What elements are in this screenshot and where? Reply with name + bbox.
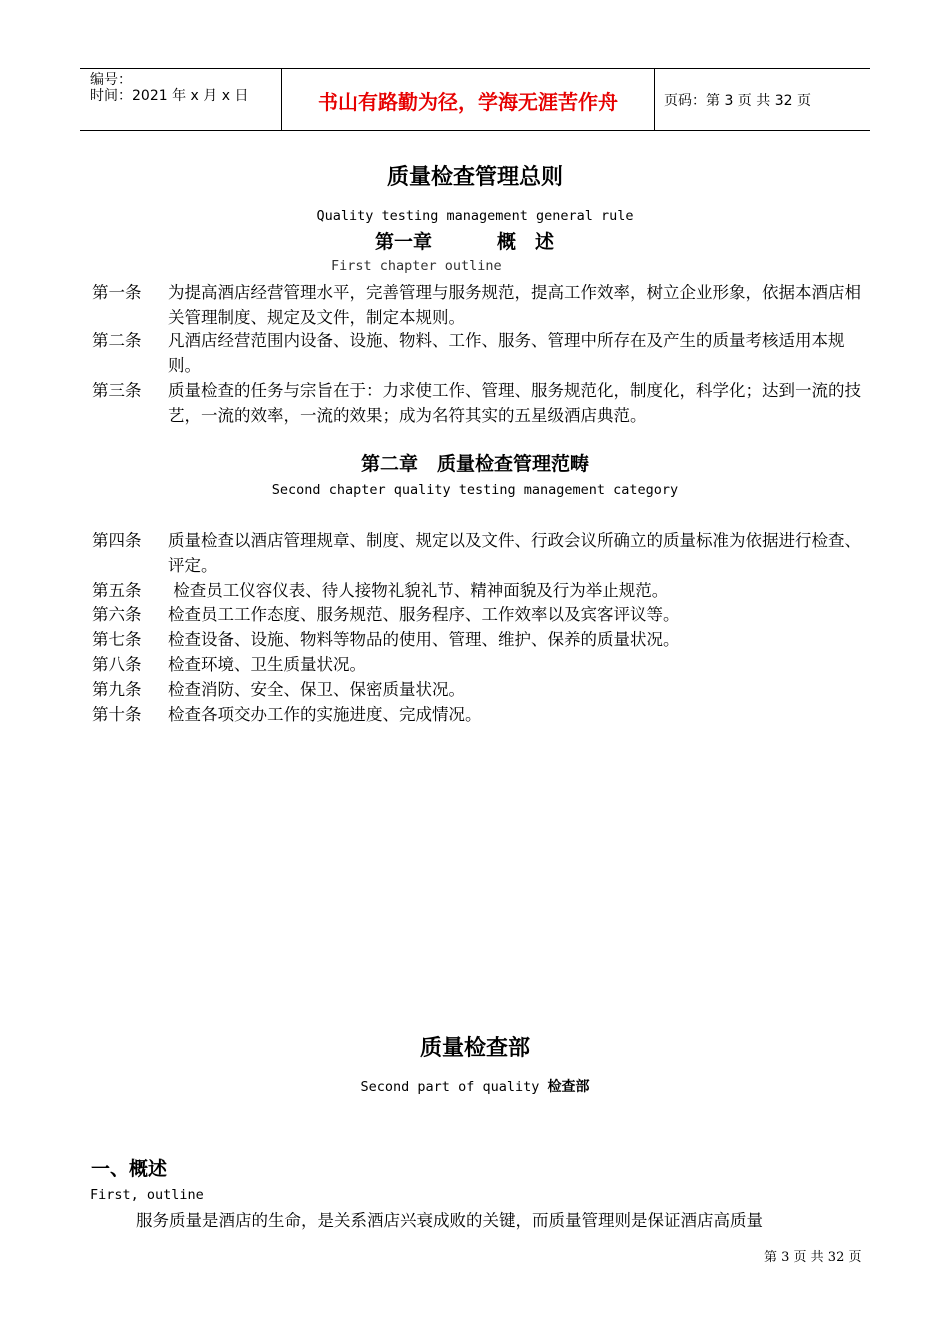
article-text: 检查各项交办工作的实施进度、完成情况。 bbox=[168, 705, 482, 724]
chapter2-title-en: Second chapter quality testing management category bbox=[271, 482, 679, 498]
article-text: 检查消防、安全、保卫、保密质量状况。 bbox=[168, 680, 465, 699]
article-number: 第二条 bbox=[92, 331, 142, 350]
header-divider bbox=[654, 69, 655, 130]
motto: 书山有路勤为径，学海无涯苦作舟 bbox=[318, 90, 618, 114]
document-title-en: Quality testing management general rule bbox=[316, 208, 634, 224]
chapter1-heading: 概 述 bbox=[497, 231, 555, 253]
chapter1-label: 第一章 bbox=[375, 231, 433, 253]
article-text: 为提高酒店经营管理水平，完善管理与服务规范，提高工作效率，树立企业形象，依据本酒店相关管理制度、规定及文件，制定本规则。 bbox=[168, 283, 861, 327]
part2-title-en-text: Second part of quality bbox=[360, 1079, 548, 1095]
article-text: 质量检查以酒店管理规章、制度、规定以及文件、行政会议所确立的质量标准为依据进行检查、评定。 bbox=[168, 531, 861, 575]
section1-title: 一、概述 bbox=[91, 1158, 168, 1180]
article-text: 检查环境、卫生质量状况。 bbox=[168, 655, 366, 674]
part2-title-en bbox=[0, 1078, 950, 1096]
page-header bbox=[80, 68, 870, 131]
serial-label: 编号： bbox=[90, 72, 132, 88]
article-text: 检查员工仪容仪表、待人接物礼貌礼节、精神面貌及行为举止规范。 bbox=[168, 581, 669, 600]
article-number: 第四条 bbox=[92, 531, 142, 550]
article-number: 第一条 bbox=[92, 283, 142, 302]
article-number: 第六条 bbox=[92, 605, 142, 624]
article-text: 检查员工工作态度、服务规范、服务程序、工作效率以及宾客评议等。 bbox=[168, 605, 680, 624]
section1-title-en: First, outline bbox=[90, 1187, 204, 1203]
article-text: 检查设备、设施、物料等物品的使用、管理、维护、保养的质量状况。 bbox=[168, 630, 680, 649]
section1-paragraph: 服务质量是酒店的生命，是关系酒店兴衰成败的关键，而质量管理则是保证酒店高质量 bbox=[136, 1211, 763, 1230]
article-number: 第五条 bbox=[92, 581, 142, 600]
article-number: 第九条 bbox=[92, 680, 142, 699]
page-info: 页码：第 3 页 共 32 页 bbox=[664, 93, 811, 109]
article-number: 第八条 bbox=[92, 655, 142, 674]
article-number: 第十条 bbox=[92, 705, 142, 724]
article-text: 质量检查的任务与宗旨在于：力求使工作、管理、服务规范化，制度化，科学化；达到一流的技艺，一流的效率，一流的效果；成为名符其实的五星级酒店典范。 bbox=[168, 381, 861, 425]
part2-title: 质量检查部 bbox=[419, 1036, 530, 1061]
document-title: 质量检查管理总则 bbox=[386, 165, 563, 190]
chapter2-title: 第二章 质量检查管理范畴 bbox=[360, 453, 589, 475]
article-number: 第七条 bbox=[92, 630, 142, 649]
article-text: 凡酒店经营范围内设备、设施、物料、工作、服务、管理中所存在及产生的质量考核适用本规则。 bbox=[168, 331, 845, 375]
part2-title-en-cn: 检查部 bbox=[547, 1079, 590, 1095]
time-label: 时间：2021 年 x 月 x 日 bbox=[90, 88, 249, 104]
page-footer: 第 3 页 共 32 页 bbox=[764, 1250, 862, 1265]
chapter1-title-en: First chapter outline bbox=[331, 258, 502, 274]
article-number: 第三条 bbox=[92, 381, 142, 400]
